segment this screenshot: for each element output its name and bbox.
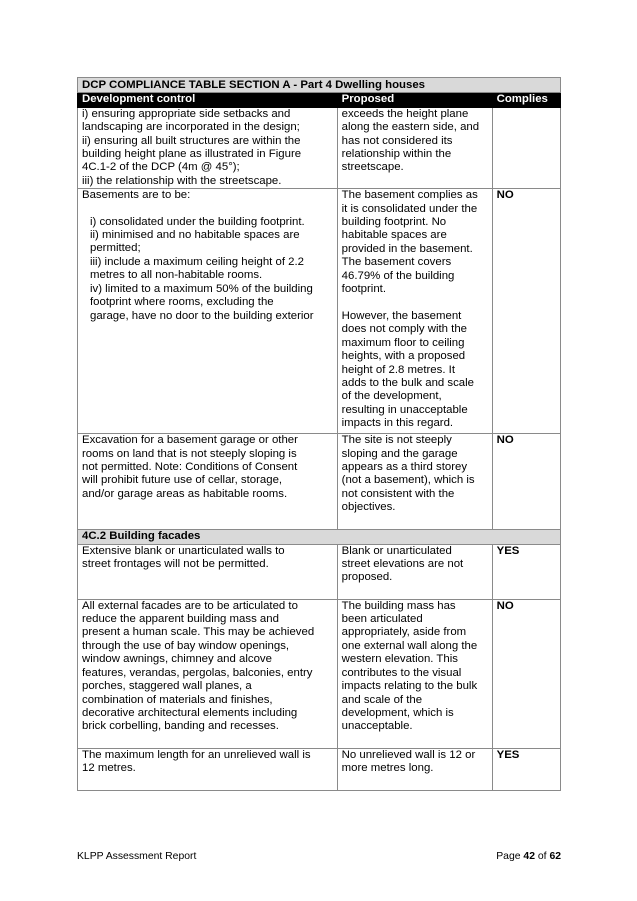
- table-row: [78, 599, 561, 748]
- dcp-compliance-table: [77, 77, 561, 791]
- control-text: Extensive blank or unarticulated walls to street frontages will not be permitted.: [82, 544, 285, 571]
- table-title: DCP COMPLIANCE TABLE SECTION A - Part 4 Dwelling houses: [78, 78, 561, 93]
- page-total: 62: [549, 851, 561, 862]
- complies-value: YES: [492, 748, 560, 790]
- proposed-text: exceeds the height plane along the eastern side, and has not considered its relationship within the streetscape.: [341, 107, 480, 174]
- proposed-text: The basement complies as it is consolidated under the building footprint. No habitable spaces are provided in the basement. The basement covers 46.79% of the building footprint. However, the basement does not comply with the maximum floor to ceiling heights, with a proposed height of 2.8 metres. It adds to the bulk and scale of the development, resulting in unacceptable impacts in this regard.: [341, 189, 478, 430]
- proposed-text: Blank or unarticulated street elevations are not proposed.: [341, 544, 464, 584]
- page-current: 42: [523, 851, 535, 862]
- proposed-text: No unrelieved wall is 12 or more metres long.: [341, 748, 476, 775]
- control-text: Excavation for a basement garage or other rooms on land that is not steeply sloping is not permitted. Note: Conditions of Consent will prohibit future use of cellar, storage, and/or garage areas as habitable rooms.: [82, 434, 298, 500]
- table-row: [78, 544, 561, 599]
- column-header-control: Development control: [78, 93, 338, 107]
- table-title-row: [78, 78, 561, 93]
- table-row: [78, 434, 561, 530]
- page-of-label: of: [537, 851, 547, 862]
- page-label: Page: [496, 851, 521, 862]
- table-row: [78, 107, 561, 188]
- section-heading-row: [78, 530, 561, 544]
- control-lead: Basements are to be:: [82, 189, 191, 202]
- complies-value: NO: [492, 599, 560, 748]
- table-row: [78, 189, 561, 434]
- column-header-complies: Complies: [492, 93, 560, 107]
- footer-report-name: KLPP Assessment Report: [77, 851, 197, 862]
- table-header-row: [78, 93, 561, 107]
- control-text: All external facades are to be articulated to reduce the apparent building mass and present a human scale. This may be achieved through the use of bay window openings, window awnings, chimney and alcove features, verandas, pergolas, balconies, entry porches, staggered wall planes, a combination of materials and finishes, decorative architectural elements including brick corbelling, banding and recesses.: [82, 599, 315, 733]
- complies-value: [492, 107, 560, 188]
- column-header-proposed: Proposed: [337, 93, 492, 107]
- footer-page-number: [496, 851, 561, 862]
- complies-value: YES: [492, 544, 560, 599]
- control-text: i) ensuring appropriate side setbacks and landscaping are incorporated in the design; ii) ensuring all built structures are within the building height plane as illustrated in Figure 4C.1-2 of the DCP (4m @ 45°); iii) the relationship with the streetscape.: [82, 107, 302, 187]
- control-text: The maximum length for an unrelieved wall is 12 metres.: [82, 748, 311, 775]
- control-list: i) consolidated under the building footprint. ii) minimised and no habitable spaces are permitted; iii) include a maximum ceiling height of 2.2 metres to all non-habitable rooms. iv) limited to a maximum 50% of the building footprint where rooms, excluding the garage, have no door to the building exterior: [90, 215, 314, 322]
- complies-value: NO: [492, 189, 560, 434]
- complies-value: NO: [492, 434, 560, 530]
- section-heading: 4C.2 Building facades: [78, 530, 561, 544]
- table-row: [78, 748, 561, 790]
- proposed-text: The building mass has been articulated appropriately, aside from one external wall along the western elevation. This contributes to the visual impacts relating to the bulk and scale of the development, which is unacceptable.: [341, 599, 478, 733]
- proposed-text: The site is not steeply sloping and the garage appears as a third storey (not a basement), which is not consistent with the objectives.: [341, 434, 475, 514]
